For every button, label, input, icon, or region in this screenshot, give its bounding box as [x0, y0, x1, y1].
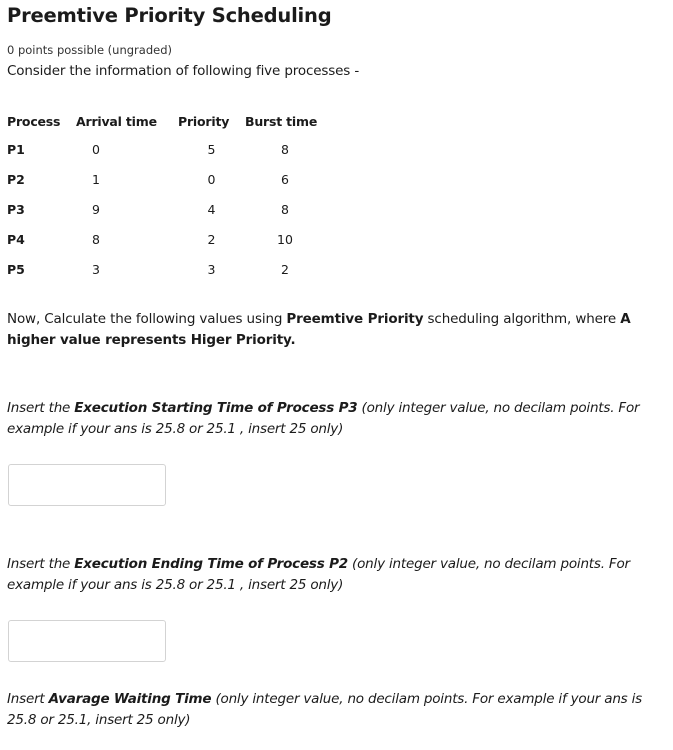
question-suffix: (only integer value, no decilam points. For example if your ans is 25.8 or 25.1 , insert 25 only) — [7, 556, 630, 593]
arrival-time: 8 — [92, 231, 100, 247]
header-burst-time: Burst time — [245, 113, 318, 129]
arrival-time: 0 — [92, 141, 100, 157]
answer-input-1[interactable] — [8, 464, 166, 506]
process-table — [7, 108, 325, 284]
intro-text: Consider the information of following five processes - — [7, 63, 360, 79]
question-suffix: (only integer value, no decilam points. For example if your ans is 25.8 or 25.1, insert 25 only) — [7, 691, 642, 728]
table-row — [7, 164, 325, 194]
process-name: P4 — [7, 231, 25, 247]
priority-value: 2 — [207, 231, 216, 247]
arrival-time: 9 — [92, 201, 100, 217]
table-header-row — [7, 108, 325, 134]
answer-input-2[interactable] — [8, 620, 166, 662]
burst-time: 8 — [281, 141, 289, 157]
question-3 — [7, 689, 667, 731]
process-name: P2 — [7, 171, 25, 187]
question-emphasis: Execution Starting Time of Process P3 — [74, 400, 358, 416]
question-2 — [7, 554, 667, 596]
problem-title: Preemtive Priority Scheduling — [7, 4, 332, 27]
points-info: 0 points possible (ungraded) — [7, 43, 172, 57]
priority-value: 4 — [207, 201, 216, 217]
priority-value: 3 — [207, 261, 216, 277]
table-row — [7, 134, 325, 164]
process-name: P5 — [7, 261, 25, 277]
burst-time: 2 — [281, 261, 289, 277]
instruction-bold-algorithm: Preemtive Priority — [286, 311, 424, 327]
instruction-part: scheduling algorithm, where — [423, 311, 621, 327]
instruction-part: Now, Calculate the following values using — [7, 311, 287, 327]
instruction-bold-priority-rule: A higher value represents Higer Priority. — [7, 311, 631, 348]
header-arrival-time: Arrival time — [76, 113, 157, 129]
priority-value: 5 — [207, 141, 216, 157]
process-name: P1 — [7, 141, 25, 157]
burst-time: 8 — [281, 201, 289, 217]
burst-time: 10 — [277, 231, 293, 247]
arrival-time: 3 — [92, 261, 100, 277]
priority-value: 0 — [207, 171, 216, 187]
question-prefix: Insert — [7, 691, 49, 707]
question-1 — [7, 398, 667, 440]
arrival-time: 1 — [92, 171, 100, 187]
table-row — [7, 194, 325, 224]
question-emphasis: Execution Ending Time of Process P2 — [74, 556, 348, 572]
process-name: P3 — [7, 201, 25, 217]
instruction-text — [7, 309, 667, 351]
question-prefix: Insert the — [7, 400, 75, 416]
table-row — [7, 254, 325, 284]
header-priority: Priority — [178, 113, 230, 129]
question-prefix: Insert the — [7, 556, 75, 572]
header-process: Process — [7, 113, 61, 129]
burst-time: 6 — [281, 171, 289, 187]
table-row — [7, 224, 325, 254]
question-emphasis: Avarage Waiting Time — [48, 691, 212, 707]
question-suffix: (only integer value, no decilam points. For example if your ans is 25.8 or 25.1 , insert 25 only) — [7, 400, 640, 437]
